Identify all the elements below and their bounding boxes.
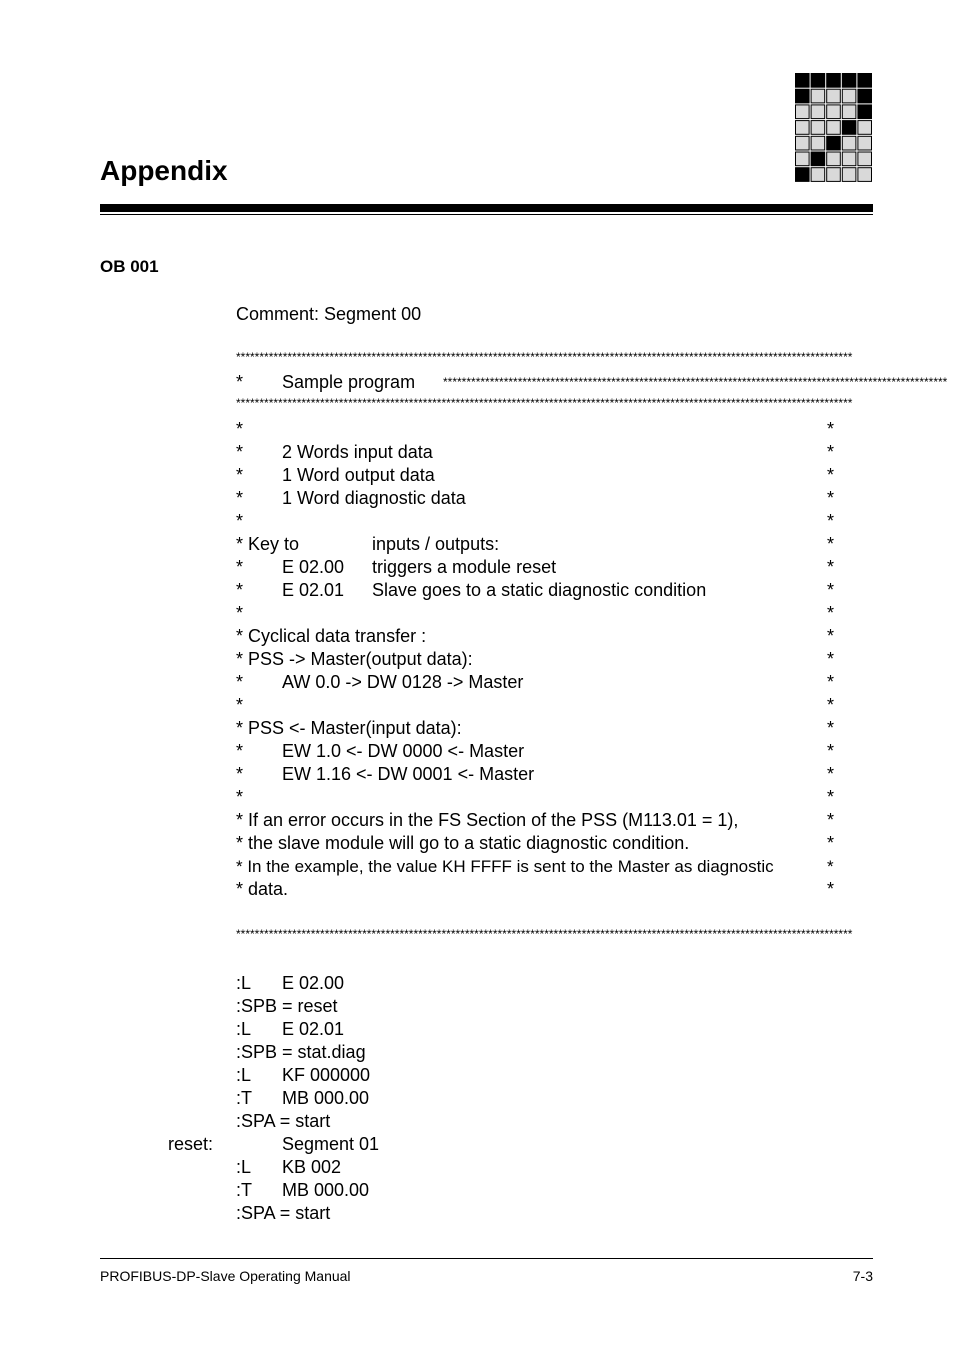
code-op: :T bbox=[236, 1180, 252, 1200]
comment-line bbox=[236, 717, 836, 740]
comment-line bbox=[236, 487, 836, 510]
block-title: Sample program bbox=[282, 372, 416, 392]
line-end: * bbox=[827, 672, 835, 692]
line-lead: * bbox=[236, 372, 244, 392]
line-end: * bbox=[827, 695, 835, 715]
logo-cell-empty bbox=[842, 152, 856, 166]
section-heading: OB 001 bbox=[100, 257, 159, 276]
code-op: :T bbox=[236, 1088, 252, 1108]
code-arg: KF 000000 bbox=[282, 1065, 371, 1085]
code-instruction: :SPA = start bbox=[236, 1203, 331, 1223]
line-c2: Slave goes to a static diagnostic condition bbox=[372, 580, 707, 600]
logo-cell-filled bbox=[858, 74, 872, 88]
code-op: :L bbox=[236, 1019, 252, 1039]
logo-cell-empty bbox=[811, 89, 825, 103]
logo-cell-empty bbox=[796, 152, 810, 166]
code-line bbox=[236, 1110, 636, 1133]
line-ind: E 02.00 bbox=[282, 557, 345, 577]
line-end: * bbox=[827, 580, 835, 600]
grid-logo-icon bbox=[795, 73, 873, 183]
logo-cell-empty bbox=[811, 105, 825, 119]
comment-line bbox=[236, 763, 836, 786]
star-rule-bottom: ************************************************************************************************************************************ bbox=[236, 927, 853, 941]
star-rule-tail: ************************************************************************************************************ bbox=[443, 375, 948, 389]
code-arg: MB 000.00 bbox=[282, 1180, 370, 1200]
line-end: * bbox=[827, 626, 835, 646]
logo-cell-filled bbox=[811, 152, 825, 166]
header-rule-thin bbox=[100, 214, 873, 215]
logo-cell-empty bbox=[827, 121, 841, 135]
code-line bbox=[236, 1179, 636, 1202]
line-end: * bbox=[827, 488, 835, 508]
line-lead: * bbox=[236, 580, 244, 600]
code-op: :L bbox=[236, 973, 252, 993]
line-end: * bbox=[827, 603, 835, 623]
line-lead: * bbox=[236, 787, 244, 807]
page-number: 7-3 bbox=[852, 1268, 873, 1284]
comment-line bbox=[236, 602, 836, 625]
logo-cell-empty bbox=[827, 168, 841, 182]
code-line bbox=[236, 1202, 636, 1225]
comment-line bbox=[236, 579, 836, 602]
footer-rule bbox=[100, 1258, 873, 1259]
line-end: * bbox=[827, 787, 835, 807]
comment-line bbox=[236, 809, 836, 832]
logo-cell-empty bbox=[842, 105, 856, 119]
logo-cell-filled bbox=[827, 136, 841, 150]
line-end: * bbox=[827, 419, 835, 439]
code-arg: KB 002 bbox=[282, 1157, 342, 1177]
line-c2: triggers a module reset bbox=[372, 557, 557, 577]
line-lead: * bbox=[236, 603, 244, 623]
line-lead: * bbox=[236, 442, 244, 462]
star-rule-mid: ************************************************************************************************************************************ bbox=[236, 396, 853, 410]
line-lead: * If an error occurs in the FS Section of the PSS (M113.01 = 1), bbox=[236, 810, 739, 830]
line-end: * bbox=[827, 741, 835, 761]
line-lead: * Key to bbox=[236, 534, 300, 554]
header-rule bbox=[100, 204, 873, 212]
logo-cell-filled bbox=[858, 89, 872, 103]
line-lead: * PSS -> Master(output data): bbox=[236, 649, 473, 669]
code-instruction: :SPB = stat.diag bbox=[236, 1042, 366, 1062]
logo-cell-empty bbox=[811, 136, 825, 150]
line-lead: * bbox=[236, 465, 244, 485]
code-line bbox=[236, 1156, 636, 1179]
line-lead: * bbox=[236, 672, 244, 692]
line-end: * bbox=[827, 857, 834, 876]
line-end: * bbox=[827, 534, 835, 554]
logo-cell-empty bbox=[796, 121, 810, 135]
line-end: * bbox=[827, 764, 835, 784]
code-line bbox=[236, 972, 636, 995]
line-ind: 2 Words input data bbox=[282, 442, 433, 462]
line-ind: 1 Word diagnostic data bbox=[282, 488, 466, 508]
line-end: * bbox=[827, 511, 835, 531]
logo-cell-empty bbox=[858, 121, 872, 135]
comment-line bbox=[236, 464, 836, 487]
comment-line bbox=[236, 418, 836, 441]
block-header-line bbox=[236, 371, 948, 394]
line-ind: 1 Word output data bbox=[282, 465, 435, 485]
comment-line bbox=[236, 786, 836, 809]
line-lead: * bbox=[236, 488, 244, 508]
logo-cell-empty bbox=[811, 121, 825, 135]
code-line bbox=[236, 995, 636, 1018]
comment-line bbox=[236, 533, 836, 556]
comment-line bbox=[236, 671, 836, 694]
logo-cell-empty bbox=[811, 168, 825, 182]
line-end: * bbox=[827, 718, 835, 738]
logo-cell-empty bbox=[858, 168, 872, 182]
logo-cell-filled bbox=[796, 168, 810, 182]
line-lead: * bbox=[236, 511, 244, 531]
logo-cell-empty bbox=[827, 89, 841, 103]
line-end: * bbox=[827, 465, 835, 485]
logo-cell-filled bbox=[842, 121, 856, 135]
logo-cell-empty bbox=[796, 105, 810, 119]
code-line bbox=[236, 1041, 636, 1064]
code-line bbox=[236, 1064, 636, 1087]
comment-line bbox=[236, 648, 836, 671]
code-label-text: Segment 01 bbox=[282, 1134, 380, 1154]
line-end: * bbox=[827, 557, 835, 577]
comment-line bbox=[236, 878, 836, 901]
line-lead: * bbox=[236, 557, 244, 577]
logo-cell-filled bbox=[827, 74, 841, 88]
logo-cell-filled bbox=[858, 105, 872, 119]
code-label: reset: bbox=[168, 1134, 214, 1154]
code-instruction: :SPA = start bbox=[236, 1111, 331, 1131]
grid-logo bbox=[795, 73, 873, 183]
logo-cell-empty bbox=[842, 168, 856, 182]
line-lead: * data. bbox=[236, 879, 289, 899]
comment-line bbox=[236, 510, 836, 533]
line-end: * bbox=[827, 833, 835, 853]
label-line bbox=[168, 1133, 568, 1156]
comment-line bbox=[236, 556, 836, 579]
code-arg: MB 000.00 bbox=[282, 1088, 370, 1108]
line-lead: * PSS <- Master(input data): bbox=[236, 718, 462, 738]
logo-cell-empty bbox=[827, 152, 841, 166]
logo-cell-empty bbox=[858, 136, 872, 150]
line-ind: E 02.01 bbox=[282, 580, 345, 600]
star-rule-top: ************************************************************************************************************************************ bbox=[236, 350, 853, 364]
line-lead: * bbox=[236, 695, 244, 715]
logo-cell-empty bbox=[842, 89, 856, 103]
line-c2: inputs / outputs: bbox=[372, 534, 500, 554]
logo-cell-empty bbox=[796, 136, 810, 150]
comment-line: Comment: Segment 00 bbox=[236, 304, 422, 324]
logo-cell-filled bbox=[796, 74, 810, 88]
code-instruction: :SPB = reset bbox=[236, 996, 338, 1016]
comment-line bbox=[236, 832, 836, 855]
comment-line bbox=[236, 625, 836, 648]
comment-line bbox=[236, 694, 836, 717]
code-line bbox=[236, 1087, 636, 1110]
line-lead: * bbox=[236, 741, 244, 761]
line-lead: * the slave module will go to a static diagnostic condition. bbox=[236, 833, 690, 853]
logo-cell-filled bbox=[811, 74, 825, 88]
comment-line bbox=[236, 441, 836, 464]
line-lead: * bbox=[236, 764, 244, 784]
line-ind: EW 1.16 <- DW 0001 <- Master bbox=[282, 764, 535, 784]
line-lead: * In the example, the value KH FFFF is sent to the Master as diagnostic bbox=[236, 857, 774, 876]
footer-title: PROFIBUS-DP-Slave Operating Manual bbox=[100, 1268, 351, 1284]
logo-cell-filled bbox=[796, 89, 810, 103]
line-end: * bbox=[827, 810, 835, 830]
line-end: * bbox=[827, 442, 835, 462]
code-arg: E 02.00 bbox=[282, 973, 345, 993]
line-lead: * Cyclical data transfer : bbox=[236, 626, 427, 646]
line-ind: EW 1.0 <- DW 0000 <- Master bbox=[282, 741, 525, 761]
code-op: :L bbox=[236, 1065, 252, 1085]
line-lead: * bbox=[236, 419, 244, 439]
comment-line bbox=[236, 740, 836, 763]
logo-cell-filled bbox=[842, 74, 856, 88]
page-title: Appendix bbox=[100, 155, 228, 186]
line-end: * bbox=[827, 649, 835, 669]
comment-line bbox=[236, 855, 836, 878]
line-end: * bbox=[827, 879, 835, 899]
logo-cell-empty bbox=[827, 105, 841, 119]
logo-cell-empty bbox=[842, 136, 856, 150]
code-line bbox=[236, 1018, 636, 1041]
code-arg: E 02.01 bbox=[282, 1019, 345, 1039]
line-ind: AW 0.0 -> DW 0128 -> Master bbox=[282, 672, 524, 692]
logo-cell-empty bbox=[858, 152, 872, 166]
code-op: :L bbox=[236, 1157, 252, 1177]
